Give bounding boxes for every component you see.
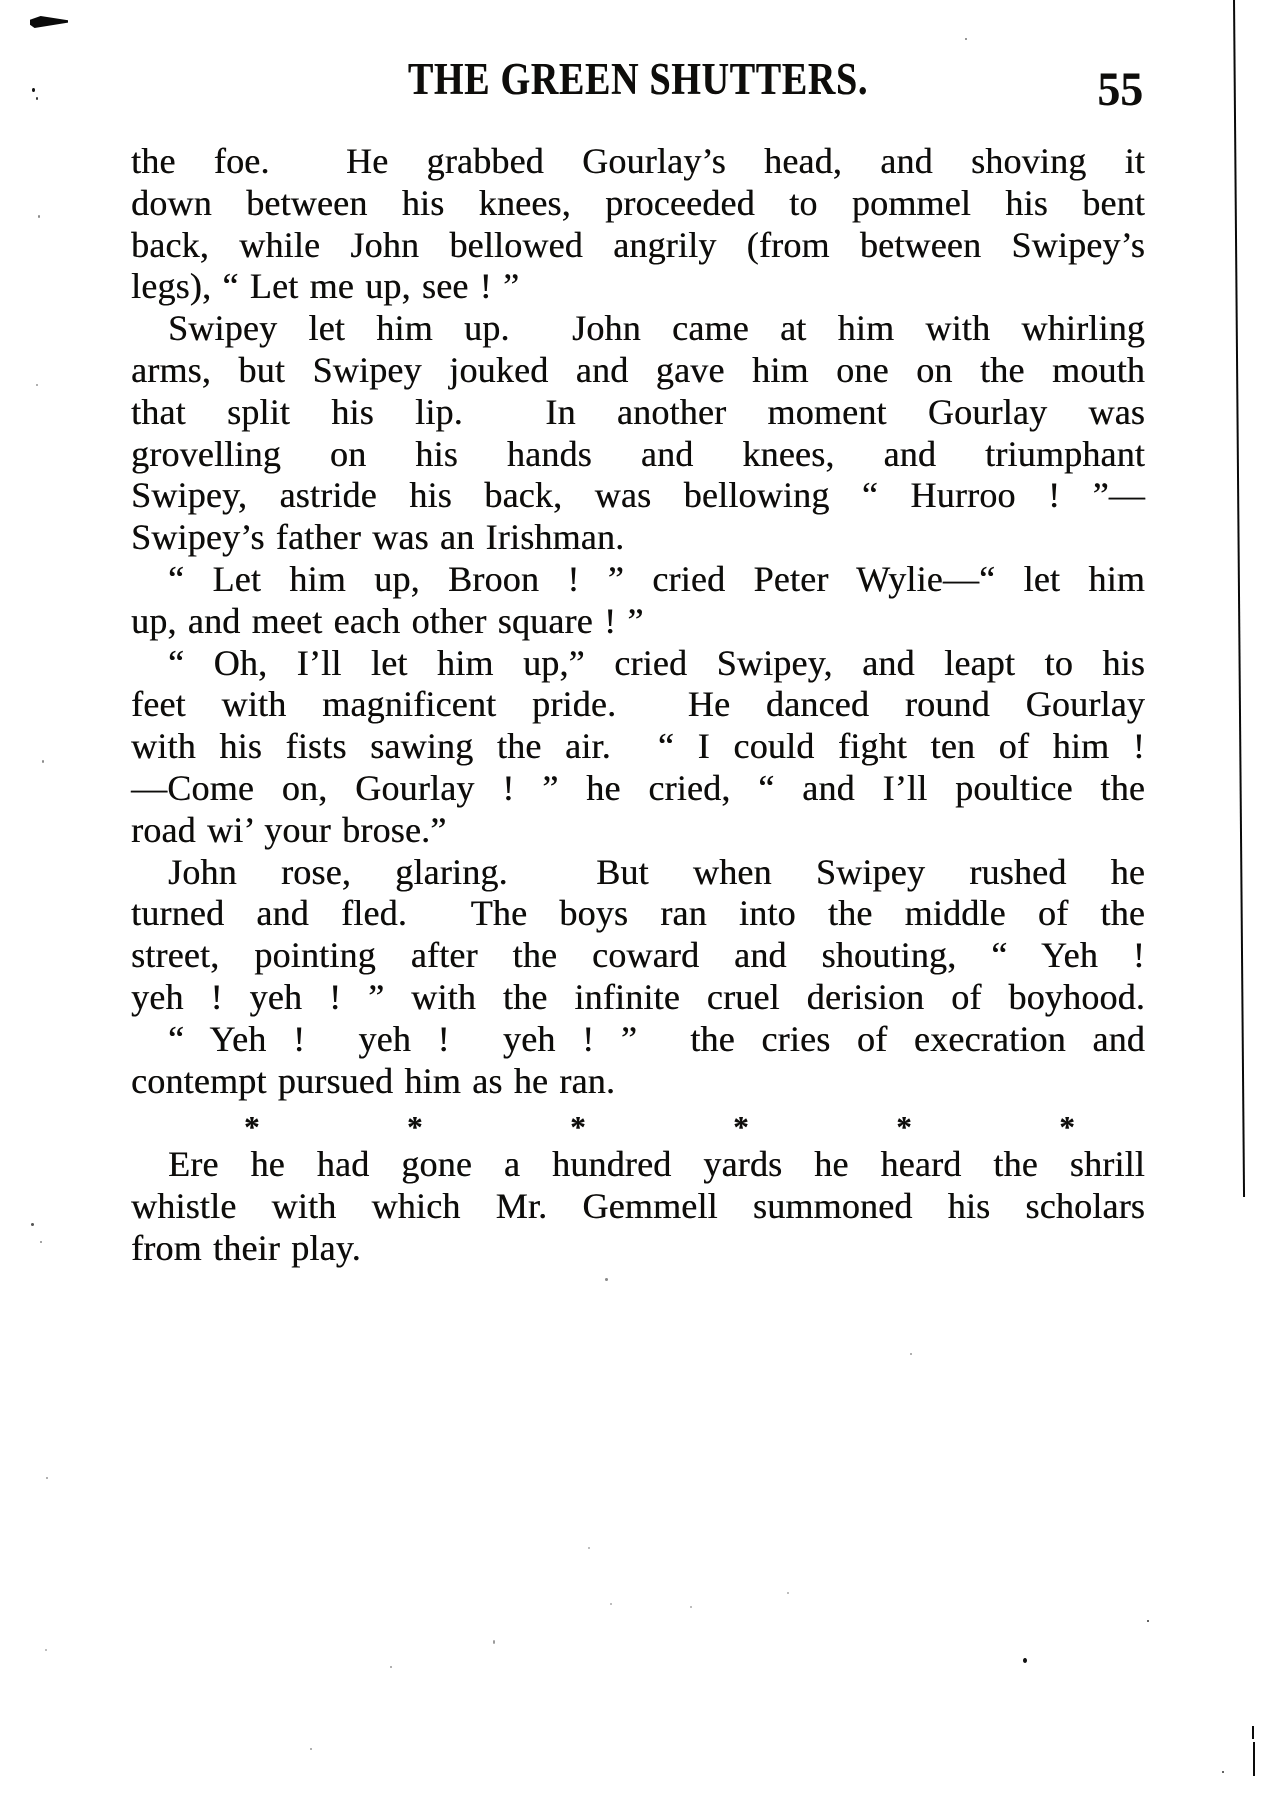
asterisk: *: [244, 1109, 260, 1145]
text-line: down between his knees, proceeded to pommel his bent: [131, 182, 1145, 223]
running-header: [131, 54, 1145, 117]
section-separator: [131, 1102, 1145, 1144]
text-line: up, and meet each other square ! ”: [131, 600, 644, 641]
text-line: feet with magnificent pride. He danced round Gourlay: [131, 684, 1145, 725]
scan-speckle: [1222, 1771, 1224, 1773]
scan-speckle: [1023, 1658, 1027, 1663]
asterisk: *: [407, 1109, 423, 1145]
scan-speckle: [1147, 1620, 1149, 1622]
scan-speckle: [36, 97, 38, 100]
asterisk: *: [733, 1109, 749, 1145]
scan-speckle: [40, 1241, 42, 1243]
scan-speckle: [42, 760, 44, 763]
page-number: 55: [1097, 63, 1143, 116]
text-line: legs), “ Let me up, see ! ”: [131, 266, 520, 307]
text-line: road wi’ your brose.”: [131, 809, 447, 850]
text-line: whistle with which Mr. Gemmell summoned his scholars: [131, 1185, 1145, 1226]
text-line: turned and fled. The boys ran into the middle of the: [131, 893, 1145, 934]
text-line: yeh ! yeh ! ” with the infinite cruel derision of boyhood.: [131, 976, 1145, 1017]
text-line: Swipey let him up. John came at him with whirling: [168, 308, 1145, 349]
scan-speckle: [36, 384, 38, 386]
asterisk: *: [896, 1109, 912, 1145]
text-line: “ Let him up, Broon ! ” cried Peter Wylie—“ let him: [168, 558, 1145, 599]
scan-speckle: [46, 1477, 48, 1479]
scan-edge-segment: [1252, 1726, 1254, 1739]
text-line: Ere he had gone a hundred yards he heard the shrill: [168, 1144, 1145, 1185]
text-line: Swipey’s father was an Irishman.: [131, 517, 625, 558]
text-line: Swipey, astride his back, was bellowing “ Hurroo ! ”—: [131, 475, 1145, 516]
text-line: grovelling on his hands and knees, and triumphant: [131, 433, 1145, 474]
asterisk: *: [1059, 1109, 1075, 1145]
text-line: street, pointing after the coward and shouting, “ Yeh !: [131, 935, 1145, 976]
text-line: —Come on, Gourlay ! ” he cried, “ and I’ll poultice the: [131, 767, 1145, 808]
scan-speckle: [605, 1278, 608, 1281]
scan-speckle: [493, 1640, 495, 1644]
body-text: [131, 141, 1145, 1270]
scan-speckle: [910, 1353, 912, 1355]
text-line: arms, but Swipey jouked and gave him one on the mouth: [131, 349, 1145, 390]
text-line: back, while John bellowed angrily (from between Swipey’s: [131, 224, 1145, 265]
scan-speckle: [690, 1606, 692, 1608]
asterisk: *: [570, 1109, 586, 1145]
text-line: “ Yeh ! yeh ! yeh ! ” the cries of execration and: [168, 1018, 1145, 1059]
text-line: John rose, glaring. But when Swipey rushed he: [168, 851, 1145, 892]
scan-speckle: [390, 1666, 392, 1668]
scan-speckle: [610, 1603, 612, 1605]
scan-speckle: [588, 1547, 590, 1549]
scan-speckle: [965, 38, 967, 40]
scan-corner-mark: [30, 16, 68, 31]
scan-speckle: [32, 88, 35, 92]
text-line: that split his lip. In another moment Gourlay was: [131, 391, 1145, 432]
scan-speckle: [31, 1223, 34, 1226]
scan-edge-segment: [1253, 1742, 1255, 1776]
scan-page-edge-line: [1233, 0, 1245, 1197]
scan-speckle: [787, 1592, 789, 1594]
text-line: “ Oh, I’ll let him up,” cried Swipey, and leapt to his: [168, 642, 1145, 683]
scan-speckle: [38, 215, 40, 218]
text-line: with his fists sawing the air. “ I could fight ten of him !: [131, 726, 1145, 767]
text-line: contempt pursued him as he ran.: [131, 1060, 616, 1101]
scan-speckle: [45, 1649, 47, 1651]
text-line: from their play.: [131, 1227, 361, 1268]
text-line: the foe. He grabbed Gourlay’s head, and shoving it: [131, 141, 1145, 181]
page-title: THE GREEN SHUTTERS.: [407, 54, 869, 104]
scan-speckle: [310, 1748, 312, 1750]
